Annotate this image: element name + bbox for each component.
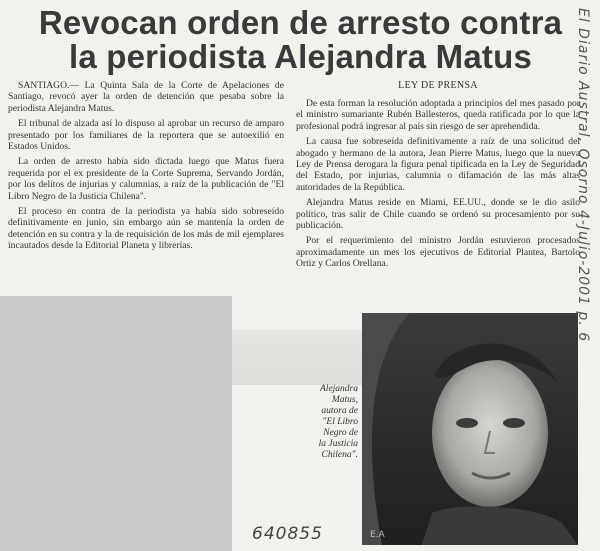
paragraph: La orden de arresto había sido dictada luego que Matus fuera requerida por el ex presidente de la Corte Suprema, Servando Jordán, por los delitos de injurias y calumnias, a raíz de la publicación de "El Libro Negro de la Justicia Chilena".	[8, 156, 284, 202]
right-column	[296, 98, 580, 274]
headline-line-2: la periodista Alejandra Matus	[68, 38, 533, 75]
caption-line: autora de	[321, 406, 358, 416]
portrait-photo	[362, 313, 578, 545]
paragraph: El proceso en contra de la periodista ya había sido sobreseído definitivamente en junio, sin embargo aún se mantenía la orden de detención en su contra y la de requisición de los más de mil ejemplares incautados desde la Editorial Planeta y librerías.	[8, 206, 284, 252]
caption-line: Chilena".	[321, 450, 358, 460]
side-handwriting	[571, 8, 599, 468]
paragraph: SANTIAGO.— La Quinta Sala de la Corte de Apelaciones de Santiago, revocó ayer la orden de detención que pesaba sobre la periodista Alejandra Matus.	[8, 80, 284, 114]
svg-text:E.A: E.A	[370, 530, 385, 540]
caption-line: "El Libro	[322, 417, 358, 427]
headline-line-1: Revocan orden de arresto contra	[38, 4, 563, 41]
bleed-through-area	[232, 330, 362, 385]
left-column	[8, 80, 284, 256]
paragraph: Alejandra Matus reside en Miami, EE.UU., donde se le dio asilo político, tras salir de Chile cuando se ordenó su procesamiento por su publicación.	[296, 197, 580, 232]
caption-line: Matus,	[331, 395, 358, 405]
paragraph: Por el requerimiento del ministro Jordán estuvieron procesados aproximadamente un mes los ejecutivos de Editorial Plantea, Bartolo Ortiz y Carlos Orellana.	[296, 235, 580, 270]
caption-line: Alejandra	[320, 384, 358, 394]
subhead: LEY DE PRENSA	[398, 80, 478, 91]
portrait-image	[362, 313, 578, 545]
scan-shadow-box	[0, 296, 232, 551]
paragraph: El tribunal de alzada así lo dispuso al aprobar un recurso de amparo presentado por los familiares de la reportera que se autoexilió en Estados Unidos.	[8, 118, 284, 153]
caption-line: la Justicia	[318, 439, 358, 449]
caption-line: Negro de	[323, 428, 358, 438]
catalog-number: 640855	[252, 524, 323, 544]
photo-caption	[290, 384, 358, 461]
side-handwriting-text: El Diario Austral, Osorno 4-Julio-2001 p. 6	[575, 8, 591, 343]
paragraph: De esta forman la resolución adoptada a principios del mes pasado por el ministro sumariante Rubén Ballesteros, queda ratificada por lo que la profesional podrá ingresar al país sin riesgo de ser aprehendida.	[296, 98, 580, 132]
headline	[28, 6, 573, 74]
paragraph: La causa fue sobreseída definitivamente a raíz de una solicitud del abogado y hermano de la autora, Jean Pierre Matus, luego que la nueva Ley de Prensa derogara la figura penal tipificada en la Ley de Seguridad del Estado, por injurias, calumnia o difamación de las más altas autoridades de la República.	[296, 136, 580, 193]
